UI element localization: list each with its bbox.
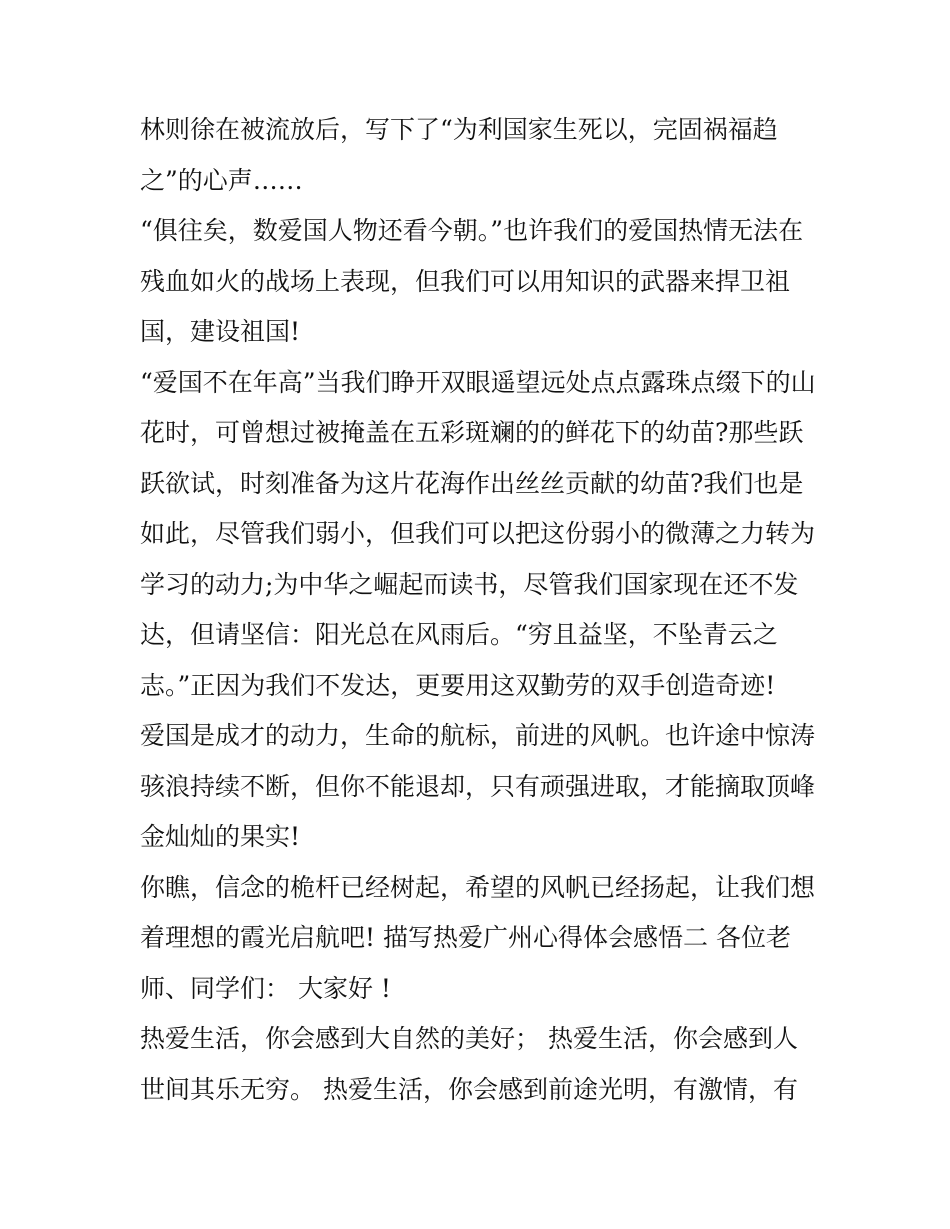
text-line: 爱国是成才的动力，生命的航标，前进的风帆。也许途中惊涛 [140,721,816,750]
text-line: 骇浪持续不断，但你不能退却，只有顽强进取，才能摘取顶峰 [140,772,816,801]
text-line: 世间其乐无穷。 热爱生活，你会感到前途光明，有激情，有 [140,1075,798,1104]
text-line: “爱国不在年高”当我们睁开双眼遥望远处点点露珠点缀下的山 [140,368,816,397]
text-line: 师、同学们： 大家好 ! [140,974,391,1003]
text-line: 之”的心声…… [140,166,303,195]
text-line: 热爱生活，你会感到大自然的美好； 热爱生活，你会感到人 [140,1024,798,1053]
text-line: 国，建设祖国! [140,317,301,346]
text-line: 林则徐在被流放后，写下了“为利国家生死以，完固祸福趋 [140,115,778,144]
text-line: “俱往矣，数爱国人物还看今朝。”也许我们的爱国热情无法在 [140,216,804,245]
text-line: 残血如火的战场上表现，但我们可以用知识的武器来捍卫祖 [140,267,791,296]
text-line: 花时，可曾想过被掩盖在五彩斑斓的的鲜花下的幼苗?那些跃 [140,418,804,447]
text-line: 如此，尽管我们弱小，但我们可以把这份弱小的微薄之力转为 [140,519,816,548]
text-line: 跃欲试，时刻准备为这片花海作出丝丝贡献的幼苗?我们也是 [140,469,804,498]
text-line: 着理想的霞光启航吧! 描写热爱广州心得体会感悟二 各位老 [140,923,791,952]
text-line: 学习的动力;为中华之崛起而读书，尽管我们国家现在还不发 [140,570,799,599]
text-line: 金灿灿的果实! [140,822,301,851]
text-line: 达，但请坚信：阳光总在风雨后。“穷且益坚，不坠青云之 [140,620,778,649]
text-line: 志。”正因为我们不发达，更要用这双勤劳的双手创造奇迹! [140,671,776,700]
text-line: 你瞧，信念的桅杆已经树起，希望的风帆已经扬起，让我们想 [140,873,816,902]
